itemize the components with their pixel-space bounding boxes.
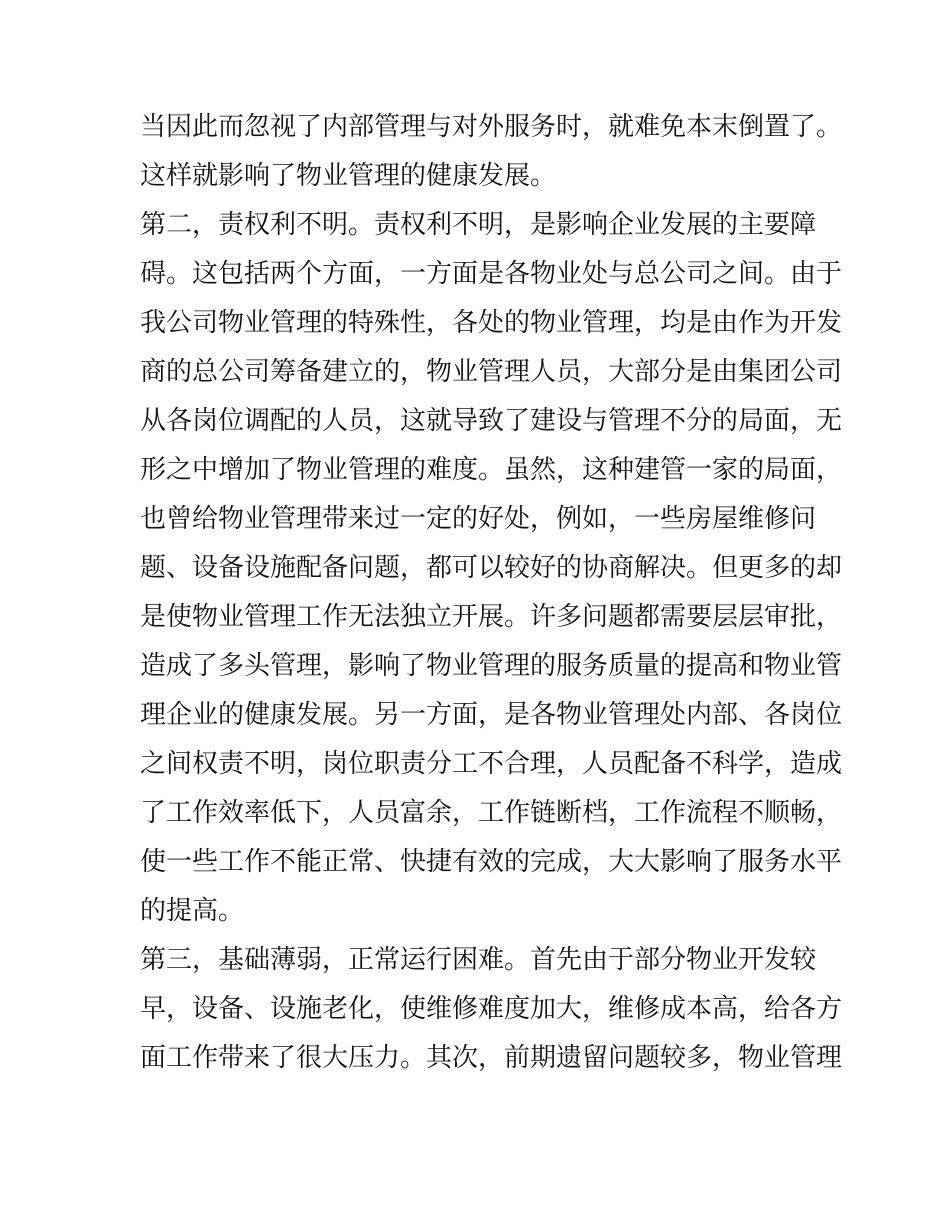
text-line: 从各岗位调配的人员，这就导致了建设与管理不分的局面，无 — [140, 406, 843, 436]
text-line: 的提高。 — [140, 896, 245, 926]
text-line: 商的总公司筹备建立的，物业管理人员，大部分是由集团公司 — [140, 357, 843, 387]
text-line: 这样就影响了物业管理的健康发展。 — [140, 161, 557, 191]
text-line: 也曾给物业管理带来过一定的好处，例如，一些房屋维修问 — [140, 504, 817, 534]
text-line: 形之中增加了物业管理的难度。虽然，这种建管一家的局面， — [140, 455, 843, 485]
text-line: 造成了多头管理，影响了物业管理的服务质量的提高和物业管 — [140, 651, 843, 681]
text-line: 第三，基础薄弱，正常运行困难。首先由于部分物业开发较 — [140, 945, 817, 975]
text-line: 面工作带来了很大压力。其次，前期遗留问题较多，物业管理 — [140, 1043, 843, 1073]
text-line: 理企业的健康发展。另一方面，是各物业管理处内部、各岗位 — [140, 700, 843, 730]
text-line: 了工作效率低下，人员富余，工作链断档，工作流程不顺畅， — [140, 798, 843, 828]
text-line: 第二，责权利不明。责权利不明，是影响企业发展的主要障 — [140, 210, 817, 240]
text-line: 是使物业管理工作无法独立开展。许多问题都需要层层审批， — [140, 602, 843, 632]
text-line: 使一些工作不能正常、快捷有效的完成，大大影响了服务水平 — [140, 847, 843, 877]
body-text — [140, 103, 843, 1083]
text-line: 早，设备、设施老化，使维修难度加大，维修成本高，给各方 — [140, 994, 843, 1024]
text-line: 之间权责不明，岗位职责分工不合理，人员配备不科学，造成 — [140, 749, 843, 779]
text-line: 题、设备设施配备问题，都可以较好的协商解决。但更多的却 — [140, 553, 843, 583]
text-line: 我公司物业管理的特殊性，各处的物业管理，均是由作为开发 — [140, 308, 843, 338]
text-line: 碍。这包括两个方面，一方面是各物业处与总公司之间。由于 — [140, 259, 843, 289]
text-line: 当因此而忽视了内部管理与对外服务时，就难免本末倒置了。 — [140, 112, 843, 142]
